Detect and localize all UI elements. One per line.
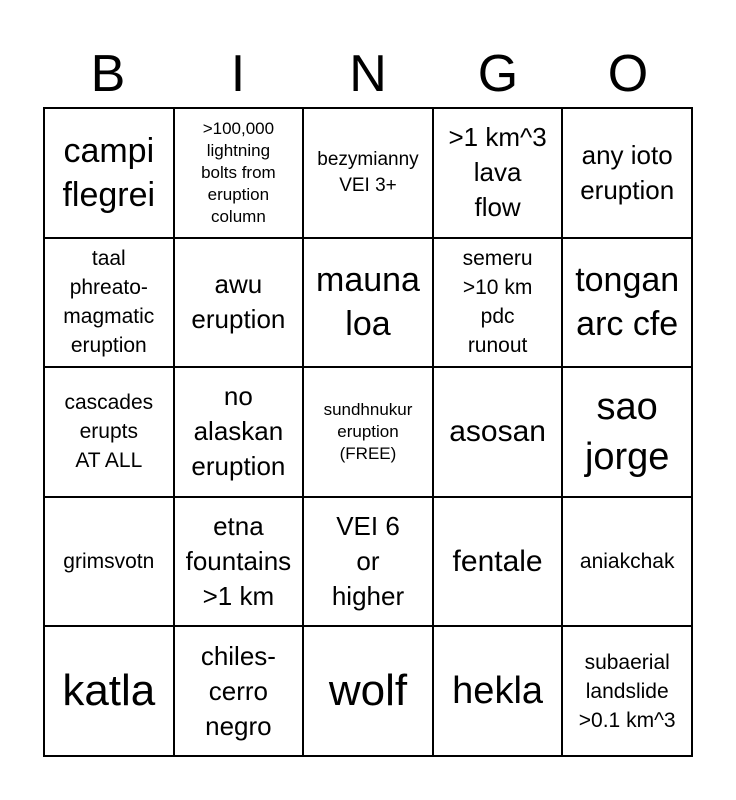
- bingo-cell[interactable]: [304, 498, 434, 628]
- cell-text: subaerial landslide >0.1 km^3: [578, 650, 676, 732]
- cell-text: cascades erupts AT ALL: [64, 391, 154, 473]
- bingo-cell[interactable]: [563, 627, 693, 757]
- bingo-cell[interactable]: [175, 627, 305, 757]
- cell-text: grimsvotn: [63, 550, 155, 574]
- cell-text: awu eruption: [191, 269, 286, 335]
- cell-text: taal phreato- magmatic eruption: [63, 247, 155, 358]
- header-letter-g: G: [477, 45, 519, 103]
- bingo-cell[interactable]: [45, 498, 175, 628]
- cell-text: campi flegrei: [62, 131, 156, 214]
- cell-text: sundhnukur eruption (FREE): [323, 399, 413, 463]
- header-letter-b: B: [90, 45, 126, 103]
- bingo-cell[interactable]: [563, 498, 693, 628]
- cell-text: >100,000 lightning bolts from eruption column: [201, 118, 276, 226]
- cell-text: sao jorge: [584, 385, 670, 478]
- header-letter-o: O: [607, 45, 649, 103]
- bingo-cell[interactable]: [175, 368, 305, 498]
- bingo-cell[interactable]: [45, 627, 175, 757]
- cell-text: chiles- cerro negro: [200, 640, 276, 741]
- bingo-cell[interactable]: [175, 239, 305, 369]
- bingo-cell[interactable]: [563, 239, 693, 369]
- cell-text: aniakchak: [579, 550, 675, 574]
- cell-text: VEI 6 or higher: [331, 511, 405, 612]
- bingo-cell[interactable]: [45, 239, 175, 369]
- bingo-cell[interactable]: [304, 109, 434, 239]
- cell-text: no alaskan eruption: [191, 381, 286, 482]
- cell-text: hekla: [452, 670, 544, 713]
- bingo-cell[interactable]: [563, 109, 693, 239]
- cell-text: >1 km^3 lava flow: [448, 122, 547, 223]
- cell-text: katla: [62, 666, 156, 716]
- bingo-cell[interactable]: [434, 109, 564, 239]
- cell-text: bezymianny VEI 3+: [317, 148, 419, 196]
- bingo-cell[interactable]: [45, 109, 175, 239]
- bingo-cell[interactable]: [304, 627, 434, 757]
- bingo-cell[interactable]: [434, 627, 564, 757]
- bingo-cell[interactable]: [434, 498, 564, 628]
- cell-text: mauna loa: [316, 261, 420, 344]
- bingo-cell[interactable]: [304, 239, 434, 369]
- bingo-cell[interactable]: [175, 109, 305, 239]
- cell-text: any ioto eruption: [580, 139, 675, 205]
- bingo-card-grid: [43, 107, 693, 757]
- bingo-cell[interactable]: [175, 498, 305, 628]
- header-letter-i: I: [230, 45, 246, 103]
- header-letter-n: N: [349, 45, 387, 103]
- cell-text: asosan: [449, 414, 546, 448]
- bingo-header: [43, 40, 693, 108]
- cell-text: wolf: [328, 666, 408, 716]
- bingo-cell[interactable]: [563, 368, 693, 498]
- cell-text: tongan arc cfe: [575, 261, 680, 344]
- bingo-cell[interactable]: [434, 239, 564, 369]
- cell-text: semeru >10 km pdc runout: [462, 247, 533, 358]
- bingo-cell[interactable]: [434, 368, 564, 498]
- bingo-cell[interactable]: [304, 368, 434, 498]
- cell-text: fentale: [452, 544, 543, 578]
- cell-text: etna fountains >1 km: [185, 511, 292, 612]
- bingo-cell[interactable]: [45, 368, 175, 498]
